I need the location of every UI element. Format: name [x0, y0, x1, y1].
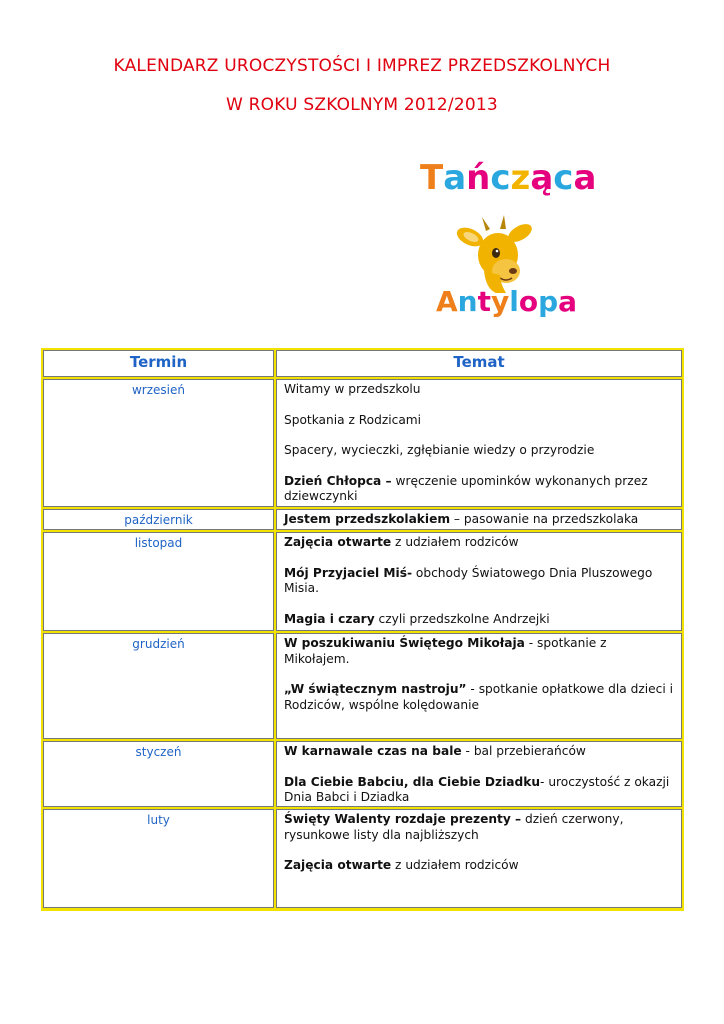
topic-item: Magia i czary czyli przedszkolne Andrzejki	[284, 611, 550, 626]
month-cell: luty	[43, 809, 274, 908]
topic-item: W poszukiwaniu Świętego Mikołaja - spotkanie z Mikołajem.	[284, 636, 607, 666]
month-cell: grudzień	[43, 633, 274, 739]
logo-letter: l	[509, 285, 519, 318]
document-title-line1: KALENDARZ UROCZYSTOŚCI I IMPREZ PRZEDSZKOLNYCH	[113, 56, 611, 76]
month-cell: styczeń	[43, 741, 274, 807]
topic-item: Dzień Chłopca – wręczenie upominków wykonanych przez dziewczynki	[284, 473, 648, 503]
topics-cell	[276, 532, 682, 631]
events-table	[41, 348, 684, 911]
logo-letter: a	[558, 285, 578, 318]
topic-item: Jestem przedszkolakiem – pasowanie na przedszkolaka	[284, 512, 639, 526]
topic-item: Dla Ciebie Babciu, dla Ciebie Dziadku- uroczystość z okazji Dnia Babci i Dziadka	[284, 774, 670, 804]
topic-item: „W świątecznym nastroju” - spotkanie opłatkowe dla dzieci i Rodziców, wspólne kolędowanie	[284, 682, 673, 712]
logo-word-top	[420, 158, 596, 198]
topics-cell	[276, 633, 682, 739]
topic-item: Mój Przyjaciel Miś- obchody Światowego Dnia Pluszowego Misia.	[284, 565, 653, 595]
logo-letter: a	[573, 158, 597, 198]
topics-cell	[276, 809, 682, 908]
topic-item: Spacery, wycieczki, zgłębianie wiedzy o przyrodzie	[284, 443, 595, 457]
logo-letter: p	[538, 285, 559, 318]
topic-item: Witamy w przedszkolu	[284, 382, 421, 396]
header-temat: Temat	[276, 350, 682, 377]
logo-letter: T	[420, 158, 444, 198]
header-termin: Termin	[43, 350, 274, 377]
topics-cell	[276, 741, 682, 807]
topic-item: Święty Walenty rozdaje prezenty – dzień czerwony, rysunkowe listy dla najbliższych	[284, 812, 624, 842]
antelope-mascot-icon	[456, 215, 536, 293]
month-cell: wrzesień	[43, 379, 274, 507]
topic-item: Spotkania z Rodzicami	[284, 412, 422, 427]
topics-cell	[276, 379, 682, 507]
logo-letter: c	[553, 158, 574, 198]
logo-letter: c	[490, 158, 511, 198]
logo-letter: o	[518, 285, 539, 318]
logo-letter: n	[457, 285, 478, 318]
document-title-line2: W ROKU SZKOLNYM 2012/2013	[226, 95, 498, 115]
topic-item: W karnawale czas na bale - bal przebierańców	[284, 744, 586, 758]
logo-letter: ń	[466, 158, 491, 198]
topic-item: Zajęcia otwarte z udziałem rodziców	[284, 858, 519, 872]
logo-letter: t	[477, 285, 491, 318]
logo-letter: ą	[530, 158, 554, 198]
logo-letter: y	[491, 285, 510, 318]
logo-letter: z	[510, 158, 531, 198]
logo-word-bottom	[436, 285, 577, 318]
logo-letter: a	[443, 158, 467, 198]
topic-item: Zajęcia otwarte z udziałem rodziców	[284, 535, 519, 549]
month-cell: listopad	[43, 532, 274, 631]
month-cell: październik	[43, 509, 274, 530]
logo-letter: A	[436, 285, 458, 318]
topics-cell	[276, 509, 682, 530]
